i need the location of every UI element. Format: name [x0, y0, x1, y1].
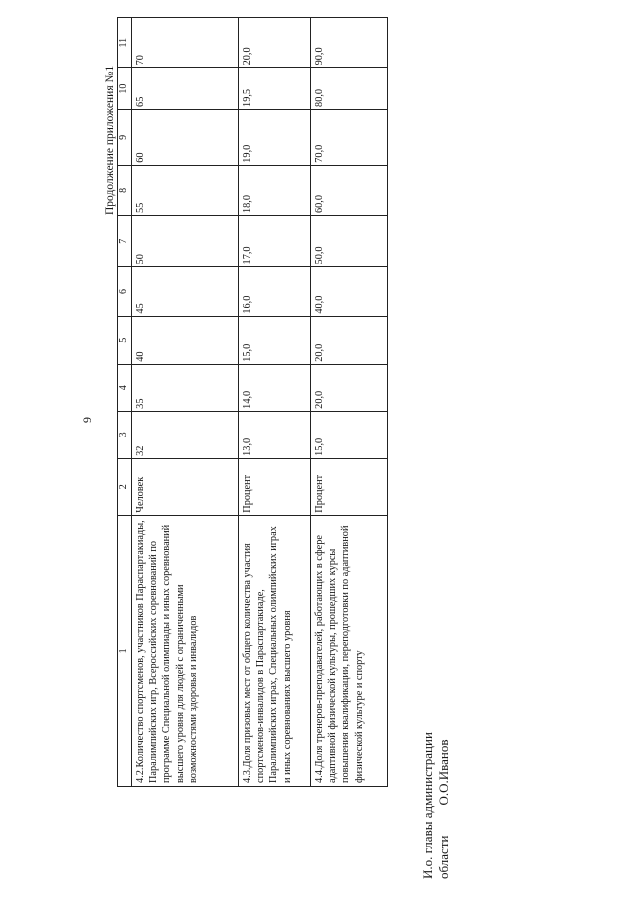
indicator-name: 4.4.Доля тренеров-преподавателей, работающих в сфере адаптивной физической культуры, прошедших курсы повышения квалификации, переподготовки по адаптивной физической культуре и спорту: [311, 515, 388, 786]
column-header: 10: [118, 68, 132, 110]
value-cell: 20,0: [239, 18, 311, 68]
value-cell: 65: [132, 68, 239, 110]
table-row: [311, 18, 388, 787]
value-cell: 90,0: [311, 18, 388, 68]
value-cell: 19,5: [239, 68, 311, 110]
value-cell: 50,0: [311, 216, 388, 267]
value-cell: 35: [132, 364, 239, 411]
column-header: 2: [118, 458, 132, 515]
value-cell: 14,0: [239, 364, 311, 411]
value-cell: 45: [132, 267, 239, 316]
column-header: 1: [118, 515, 132, 786]
signature-position: И.о. главы администрации: [420, 732, 435, 879]
value-cell: 40,0: [311, 267, 388, 316]
indicators-table: [117, 17, 388, 787]
column-header: 5: [118, 316, 132, 364]
unit-cell: Процент: [311, 458, 388, 515]
column-header: 7: [118, 216, 132, 267]
signature-region: области: [436, 835, 452, 879]
value-cell: 16,0: [239, 267, 311, 316]
signature-block: [420, 732, 453, 879]
value-cell: 32: [132, 411, 239, 458]
value-cell: 20,0: [311, 316, 388, 364]
value-cell: 80,0: [311, 68, 388, 110]
column-header: 8: [118, 165, 132, 215]
column-header: 9: [118, 109, 132, 165]
value-cell: 70,0: [311, 109, 388, 165]
unit-cell: Процент: [239, 458, 311, 515]
value-cell: 17,0: [239, 216, 311, 267]
value-cell: 40: [132, 316, 239, 364]
table-row: [132, 18, 239, 787]
table-header-row: [118, 18, 132, 787]
value-cell: 19,0: [239, 109, 311, 165]
value-cell: 15,0: [311, 411, 388, 458]
value-cell: 13,0: [239, 411, 311, 458]
signature-name: О.О.Иванов: [436, 739, 452, 806]
value-cell: 20,0: [311, 364, 388, 411]
value-cell: 50: [132, 216, 239, 267]
indicator-name: 4.3.Доля призовых мест от общего количества участия спортсменов-инвалидов в Параспартакиаде, Паралимпийских играх, Специальных олимпийских играх и иных соревнованиях высшего уровня: [239, 515, 311, 786]
value-cell: 60: [132, 109, 239, 165]
page-number: 9: [80, 417, 94, 423]
value-cell: 15,0: [239, 316, 311, 364]
column-header: 4: [118, 364, 132, 411]
column-header: 6: [118, 267, 132, 316]
value-cell: 55: [132, 165, 239, 215]
column-header: 11: [118, 18, 132, 68]
continuation-heading: Продолжение приложения №1: [104, 65, 116, 215]
value-cell: 18,0: [239, 165, 311, 215]
signature-line-2: [436, 732, 452, 879]
value-cell: 60,0: [311, 165, 388, 215]
column-header: 3: [118, 411, 132, 458]
indicator-name: 4.2.Количество спортсменов, участников Параспартакиады, Паралимпийских игр, Всероссийских соревнований по программе Специальной олимпиады и иных соревнований высшего уровня для людей с ограниченными возможностями здоровья и инвалидов: [132, 515, 239, 786]
table-row: [239, 18, 311, 787]
unit-cell: Человек: [132, 458, 239, 515]
value-cell: 70: [132, 18, 239, 68]
